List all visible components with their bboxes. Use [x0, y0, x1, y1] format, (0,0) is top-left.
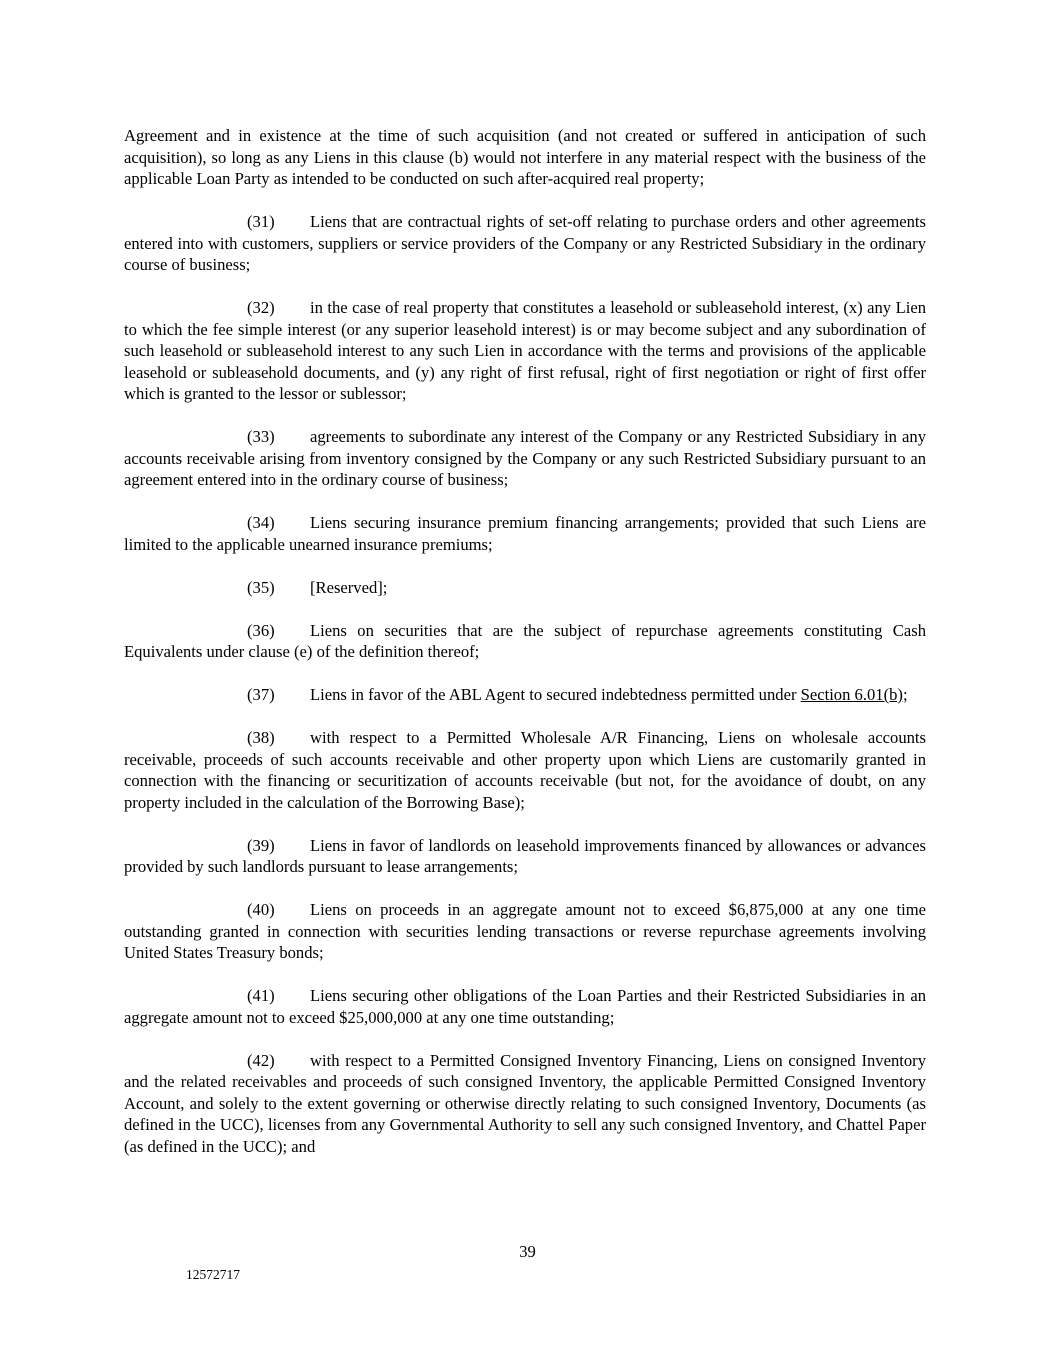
clause-text: agreements to subordinate any interest of the Company or any Restricted Subsidiary in any accounts receivable arising from inventory consigned by the Company or any such Restricted Subsidiary pursuant to an agreement entered into in the ordinary course of business;: [124, 427, 926, 489]
clause-number: (39): [247, 835, 275, 855]
clause-number: (31): [247, 212, 275, 231]
clause-36: [124, 620, 926, 663]
clause-34: [124, 512, 926, 555]
document-id: 12572717: [186, 1267, 240, 1282]
clause-35: [124, 577, 926, 599]
clause-text: Liens on securities that are the subject of repurchase agreements constituting Cash Equivalents under clause (e) of the definition thereof;: [124, 620, 926, 661]
clause-text: in the case of real property that constitutes a leasehold or subleasehold interest, (x) any Lien to which the fee simple interest (or any superior leasehold interest) is or may become subject and any subordination of such leasehold or subleasehold interest to any such Lien in accordance with the terms and provisions of the applicable leasehold or subleasehold documents, and (y) any right of first refusal, right of first negotiation or right of first offer which is granted to the lessor or sublessor;: [124, 298, 926, 403]
clause-number: (38): [247, 728, 275, 747]
clause-text: with respect to a Permitted Consigned Inventory Financing, Liens on consigned Inventory and the related receivables and proceeds of such consigned Inventory, the applicable Permitted Consigned Inventory Account, and solely to the extent governing or otherwise directly relating to such consigned Inventory, Documents (as defined in the UCC), licenses from any Governmental Authority to sell any such consigned Inventory, and Chattel Paper (as defined in the UCC); and: [124, 1050, 926, 1156]
clause-41: [124, 985, 926, 1028]
clause-40: [124, 899, 926, 964]
clause-33: [124, 426, 926, 491]
clause-number: (40): [247, 900, 275, 919]
clause-31: [124, 211, 926, 276]
clause-number: (36): [247, 620, 275, 640]
clause-37: [124, 684, 926, 706]
clause-number: (32): [247, 298, 275, 317]
clause-32: [124, 297, 926, 405]
clause-text: [Reserved];: [310, 577, 388, 597]
clause-number: (34): [247, 513, 275, 532]
clause-38: [124, 727, 926, 813]
page-number: 39: [519, 1242, 536, 1261]
clause-number: (35): [247, 577, 275, 597]
intro-paragraph: Agreement and in existence at the time of such acquisition (and not created or suffered in anticipation of such acquisition), so long as any Liens in this clause (b) would not interfere in any material respect with the business of the applicable Loan Party as intended to be conducted on such after-acquired real property;: [124, 126, 926, 188]
clause-number: (33): [247, 427, 275, 446]
clause-text: Liens that are contractual rights of set-off relating to purchase orders and other agreements entered into with customers, suppliers or service providers of the Company or any Restricted Subsidiary in the ordinary course of business;: [124, 212, 926, 274]
section-reference: Section 6.01(b): [800, 685, 903, 704]
clause-number: (37): [247, 685, 275, 704]
clause-text: Liens in favor of the ABL Agent to secured indebtedness permitted under: [310, 685, 797, 704]
clause-text: with respect to a Permitted Wholesale A/R Financing, Liens on wholesale accounts receivable, proceeds of such accounts receivable and other property upon which Liens are customarily granted in connection with the financing or securitization of accounts receivable (but not, for the avoidance of doubt, on any property included in the calculation of the Borrowing Base);: [124, 728, 926, 812]
clause-number: (42): [247, 1050, 275, 1070]
clause-tail: ;: [902, 685, 908, 704]
clause-39: [124, 835, 926, 878]
clause-text: Liens on proceeds in an aggregate amount not to exceed $6,875,000 at any one time outstanding granted in connection with securities lending transactions or reverse repurchase agreements involving United States Treasury bonds;: [124, 900, 926, 962]
document-body: [124, 125, 926, 1179]
clause-text: Liens securing insurance premium financing arrangements; provided that such Liens are limited to the applicable unearned insurance premiums;: [124, 513, 926, 554]
clause-text: Liens securing other obligations of the Loan Parties and their Restricted Subsidiaries in an aggregate amount not to exceed $25,000,000 at any one time outstanding;: [124, 986, 926, 1027]
clause-42: [124, 1050, 926, 1158]
clause-number: (41): [247, 986, 275, 1005]
clause-text: Liens in favor of landlords on leasehold improvements financed by allowances or advances provided by such landlords pursuant to lease arrangements;: [124, 835, 926, 876]
